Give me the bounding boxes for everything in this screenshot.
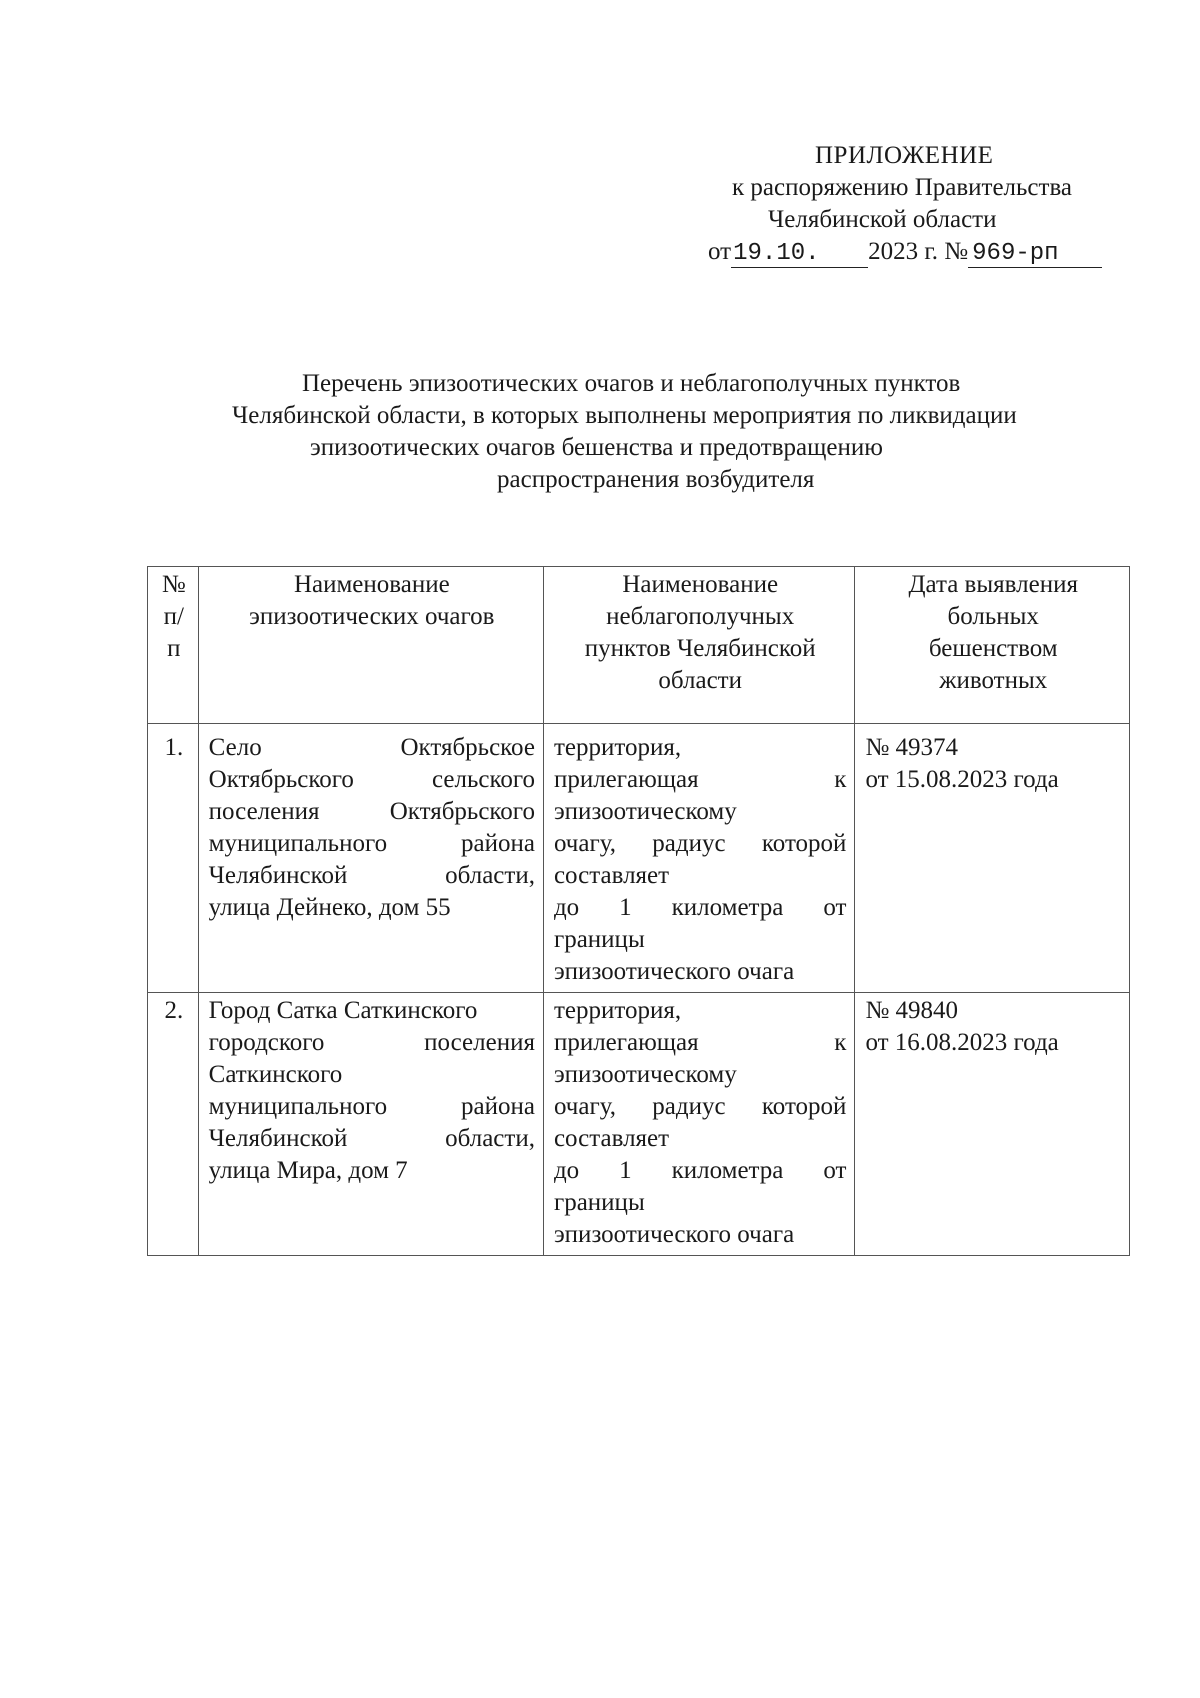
header-foci-name: Наименование эпизоотических очагов: [198, 567, 543, 724]
title-line-4: распространения возбудителя: [497, 466, 815, 493]
header-detection-date: Дата выявления больных бешенством животных: [855, 567, 1130, 724]
point-cell: территория, прилегающая к эпизоотическому очагу, радиус которой составляет до 1 километра от границы эпизоотического очага: [543, 993, 854, 1256]
document-title: [200, 368, 1140, 496]
row-number: 2.: [148, 993, 199, 1256]
row-number: 1.: [148, 724, 199, 993]
date-cell: № 49840 от 16.08.2023 года: [855, 993, 1130, 1256]
foci-table: [147, 566, 1130, 1256]
table-row: [148, 724, 1130, 993]
order-year: 2023 г. №: [868, 238, 969, 265]
appendix-title: ПРИЛОЖЕНИЕ: [815, 142, 994, 169]
point-cell: территория, прилегающая к эпизоотическому очагу, радиус которой составляет до 1 километра от границы эпизоотического очага: [543, 724, 854, 993]
title-line-2: Челябинской области, в которых выполнены мероприятия по ликвидации: [232, 402, 1017, 429]
title-line-1: Перечень эпизоотических очагов и неблагополучных пунктов: [302, 370, 961, 397]
appendix-date-line: [700, 236, 1140, 268]
from-prefix: от: [708, 238, 732, 265]
order-date: 19.10.: [731, 241, 868, 268]
header-number: № п/п: [148, 567, 199, 724]
focus-cell: Город Сатка Саткинского городского поселения Саткинского муниципального района Челябинской области, улица Мира, дом 7: [198, 993, 543, 1256]
table-row: [148, 993, 1130, 1256]
appendix-header: [700, 140, 1140, 268]
date-cell: № 49374 от 15.08.2023 года: [855, 724, 1130, 993]
table-header-row: [148, 567, 1130, 724]
order-number: 969-рп: [968, 241, 1102, 268]
header-points-name: Наименование неблагополучных пунктов Челябинской области: [543, 567, 854, 724]
title-line-3: эпизоотических очагов бешенства и предотвращению: [310, 434, 883, 461]
appendix-line-2: Челябинской области: [768, 206, 997, 233]
focus-cell: Село Октябрьское Октябрьского сельского поселения Октябрьского муниципального района Челябинской области, улица Дейнеко, дом 55: [198, 724, 543, 993]
appendix-line-1: к распоряжению Правительства: [732, 174, 1073, 201]
